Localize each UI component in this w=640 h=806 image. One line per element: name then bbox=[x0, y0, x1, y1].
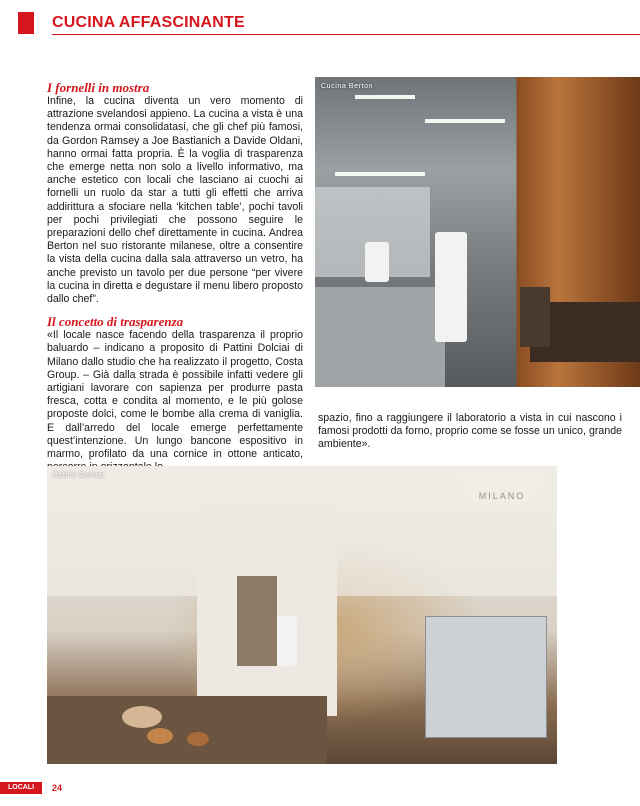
photo-pattini-dolciai bbox=[47, 466, 557, 764]
header-accent-bar bbox=[18, 12, 34, 34]
dining-chair bbox=[520, 287, 550, 347]
ceiling-light bbox=[355, 95, 415, 99]
photo-caption-bottom: Pattini Dolciai bbox=[53, 472, 105, 479]
article-right-column bbox=[318, 412, 622, 452]
paragraph-fornelli: Infine, la cucina diventa un vero momento di attrazione svelandosi appieno. La cucina a vista è una tendenza ormai consolidatasi, che gli chef più famosi, da Gordon Ramsey a Joe Bastianich a Davide Oldani, hanno ormai fatta propria. È la voglia di trasparenza che emerge nettа non solo a livello informativo, ma anche estetico con locali che lasciano ai cuochi ai fornelli un ruolo da star a tutti gli effetti che arriva addirittura a sfociare nella ‘kitchen table’, pochi tavoli per pochi privilegiati che possono seguire le preparazioni dello chef direttamente in cucina. Andrea Berton nel suo ristorante milanese, oltre a consentire la vista della cucina dalla sala attraverso un vetro, ha anche previsto un tavolo per due persone “per vivere la cucina in diretta e degustare il menu libero proposto dallo chef”. bbox=[47, 95, 303, 306]
footer-section-tag: LOCALI TOP bbox=[0, 782, 42, 794]
shop-sign: MILANO bbox=[457, 470, 547, 506]
chocolate-fountain bbox=[237, 576, 277, 666]
header-rule bbox=[52, 34, 640, 35]
ceiling-light bbox=[425, 119, 505, 123]
ceiling-light bbox=[335, 172, 425, 176]
chef-figure bbox=[275, 616, 297, 666]
chef-figure bbox=[365, 242, 389, 282]
cake-item bbox=[122, 706, 162, 728]
article-left-column bbox=[47, 80, 303, 474]
section-title: CUCINA AFFASCINANTE bbox=[52, 14, 245, 31]
marble-counter bbox=[47, 696, 327, 764]
subheading-fornelli: I fornelli in mostra bbox=[47, 80, 150, 95]
chef-figure bbox=[435, 232, 467, 342]
paragraph-trasparenza-continued: spazio, fino a raggiungere il laboratorio a vista in cui nascono i famosi prodotti da forno, proprio come se fosse un unico, grande ambiente». bbox=[318, 412, 622, 451]
subheading-trasparenza: Il concetto di trasparenza bbox=[47, 314, 184, 330]
pastry-item bbox=[187, 732, 209, 746]
pastry-item bbox=[147, 728, 173, 744]
spacer bbox=[47, 306, 303, 314]
photo-cucina-berton bbox=[315, 77, 640, 387]
kitchen-counter bbox=[315, 287, 445, 387]
paragraph-trasparenza: «Il locale nasce facendo della trasparenza il proprio baluardo – indicano a proposito di Pattini Dolciai di Milano dallo studio che ha realizzato il progetto, Costa Group. – Già dalla strada è possibile infatti vedere gli artigiani lavorare con sapienza per produrre pasta fresca, cotta e condita al momento, e le più golose proposte dolci, come le bombe alla crema di vaniglia. E dall’arredo del locale emerge perfettamente quest’intenzione. Un lungo bancone espositivo in marmo, profilato da una cornice in ottone anticato, bbox=[47, 329, 303, 461]
page-number: 24 bbox=[52, 783, 63, 793]
photo-caption-top: Cucina Berton bbox=[321, 83, 374, 90]
display-shelves bbox=[425, 616, 547, 738]
